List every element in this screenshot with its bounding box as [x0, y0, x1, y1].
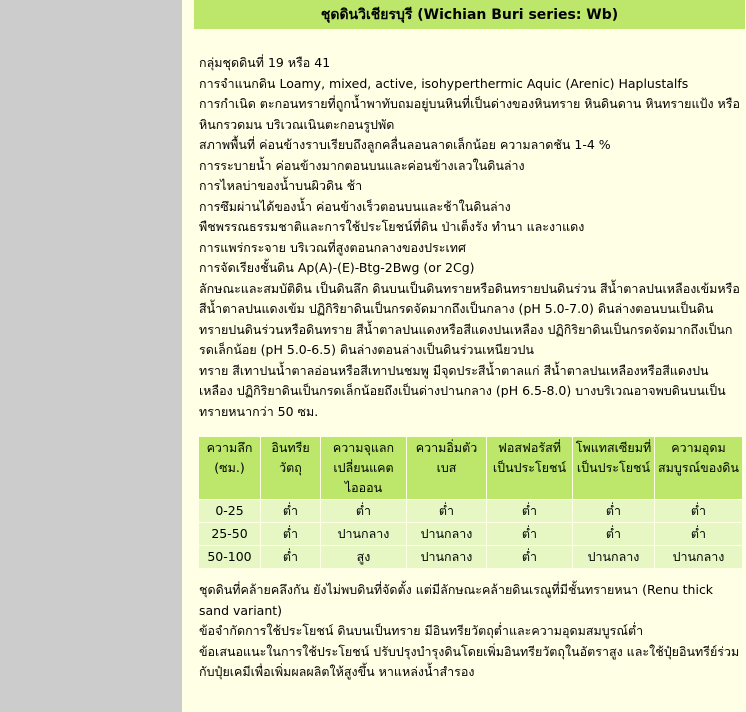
land-use-recommendations: ข้อเสนอแนะในการใช้ประโยชน์ ปรับปรุงบำรุงดินโดยเพิ่มอินทรียวัตถุในอัตราสูง และใช้ปุ๋ยอินทรีย์ร่วมกับปุ๋ยเคมีเพื่อเพิ่มผลผลิตให้สูงขึ้น หาแหล่งน้ำสำรอง: [199, 643, 740, 679]
table-cell: ต่ำ: [573, 500, 655, 523]
table-cell: ต่ำ: [487, 500, 573, 523]
table-cell: สูง: [321, 546, 407, 569]
soil-properties: ลักษณะและสมบัติดิน เป็นดินลึก ดินบนเป็นดินทรายหรือดินทรายปนดินร่วน สีน้ำตาลปนเหลืองเข้มหรือสีน้ำตาลปนแดงเข้ม ปฏิกิริยาดินเป็นกรดจัดมากถึงเป็นกลาง (pH 5.0-7.0) ดินล่างตอนบนเป็นดินทรายปนดินร่วนหรือดินทราย สีน้ำตาลปนแดงหรือสีแดงปนเหลือง ปฏิกิริยาดินเป็นกรดจัดมากถึงเป็นกรดเล็กน้อย (pH 5.0-6.5) ดินล่างตอนล่างเป็นดินร่วนเหนียวปน: [199, 280, 740, 357]
header-phosphorus: ฟอสฟอรัสที่เป็นประโยชน์: [487, 437, 573, 500]
table-cell: ปานกลาง: [407, 523, 487, 546]
soil-origin: การกำเนิด ตะกอนทรายที่ถูกน้ำพาทับถมอยู่บนหินที่เป็นด่างของหินทราย หินดินดาน หินทรายแป้ง หรือหินกรวดมน บริเวณเนินตะกอนรูปพัด: [199, 96, 740, 132]
table-cell: ต่ำ: [261, 500, 321, 523]
table-header-row: [199, 437, 743, 500]
table-cell: ต่ำ: [261, 546, 321, 569]
soil-fertility-table: [198, 436, 743, 569]
table-cell: 25-50: [199, 523, 261, 546]
table-cell: ปานกลาง: [655, 546, 743, 569]
left-gray-panel: [0, 0, 182, 712]
soil-properties-continued: ทราย สีเทาปนน้ำตาลอ่อนหรือสีเทาปนชมพู มีจุดประสีน้ำตาลแก่ สีน้ำตาลปนเหลืองหรือสีแดงปนเหลือง ปฏิกิริยาดินเป็นกรดเล็กน้อยถึงเป็นด่างปานกลาง (pH 6.5-8.0) บางบริเวณอาจพบดินบนเป็นทรายหนากว่า 50 ซม.: [199, 362, 726, 419]
table-cell: ต่ำ: [487, 546, 573, 569]
table-cell: ต่ำ: [655, 523, 743, 546]
table-cell: ปานกลาง: [407, 546, 487, 569]
soil-series-page: [182, 0, 746, 712]
table-cell: ต่ำ: [321, 500, 407, 523]
permeability: การซึมผ่านได้ของน้ำ ค่อนข้างเร็วตอนบนและช้าในดินล่าง: [199, 198, 511, 214]
similar-soils: ชุดดินที่คล้ายคลึงกัน ยังไม่พบดินที่จัดตั้ง แต่มีลักษณะคล้ายดินเรณูที่มีชั้นทรายหนา (Renu thick sand variant): [199, 582, 714, 618]
soil-notes: [199, 580, 740, 683]
table-cell: ต่ำ: [655, 500, 743, 523]
header-cec: ความจุแลกเปลี่ยนแคตไอออน: [321, 437, 407, 500]
soil-description: [199, 53, 740, 422]
soil-group: กลุ่มชุดดินที่ 19 หรือ 41: [199, 55, 331, 70]
header-potassium: โพแทสเซียมที่เป็นประโยชน์: [573, 437, 655, 500]
page-title: ชุดดินวิเชียรบุรี (Wichian Buri series: Wb): [194, 0, 745, 29]
header-fertility: ความอุดมสมบูรณ์ของดิน: [655, 437, 743, 500]
table-cell: ต่ำ: [487, 523, 573, 546]
drainage: การระบายน้ำ ค่อนข้างมากตอนบนและค่อนข้างเลวในดินล่าง: [199, 157, 525, 173]
table-cell: ต่ำ: [261, 523, 321, 546]
terrain: สภาพพื้นที่ ค่อนข้างราบเรียบถึงลูกคลื่นลอนลาดเล็กน้อย ความลาดชัน 1-4 %: [199, 137, 611, 152]
surface-runoff: การไหลบ่าของน้ำบนผิวดิน ช้า: [199, 178, 363, 193]
table-cell: ต่ำ: [573, 523, 655, 546]
vegetation-land-use: พืชพรรณธรรมชาติและการใช้ประโยชน์ที่ดิน ป่าเต็งรัง ทำนา และงาแดง: [199, 219, 585, 234]
table-cell: ปานกลาง: [573, 546, 655, 569]
header-depth: ความลึก (ซม.): [199, 437, 261, 500]
soil-classification: การจำแนกดิน Loamy, mixed, active, isohyperthermic Aquic (Arenic) Haplustalfs: [199, 75, 689, 91]
land-use-limitations: ข้อจำกัดการใช้ประโยชน์ ดินบนเป็นทราย มีอินทรียวัตถุต่ำและความอุดมสมบูรณ์ต่ำ: [199, 623, 644, 638]
header-organic-matter: อินทรียวัตถุ: [261, 437, 321, 500]
header-base-saturation: ความอิ่มตัวเบส: [407, 437, 487, 500]
table-cell: 50-100: [199, 546, 261, 569]
table-row: [199, 523, 743, 546]
table-cell: ปานกลาง: [321, 523, 407, 546]
table-cell: ต่ำ: [407, 500, 487, 523]
table-row: [199, 546, 743, 569]
table-row: [199, 500, 743, 523]
distribution: การแพร่กระจาย บริเวณที่สูงตอนกลางของประเทศ: [199, 239, 466, 255]
horizon-sequence: การจัดเรียงชั้นดิน Ap(A)-(E)-Btg-2Bwg (or 2Cg): [199, 260, 475, 275]
table-cell: 0-25: [199, 500, 261, 523]
